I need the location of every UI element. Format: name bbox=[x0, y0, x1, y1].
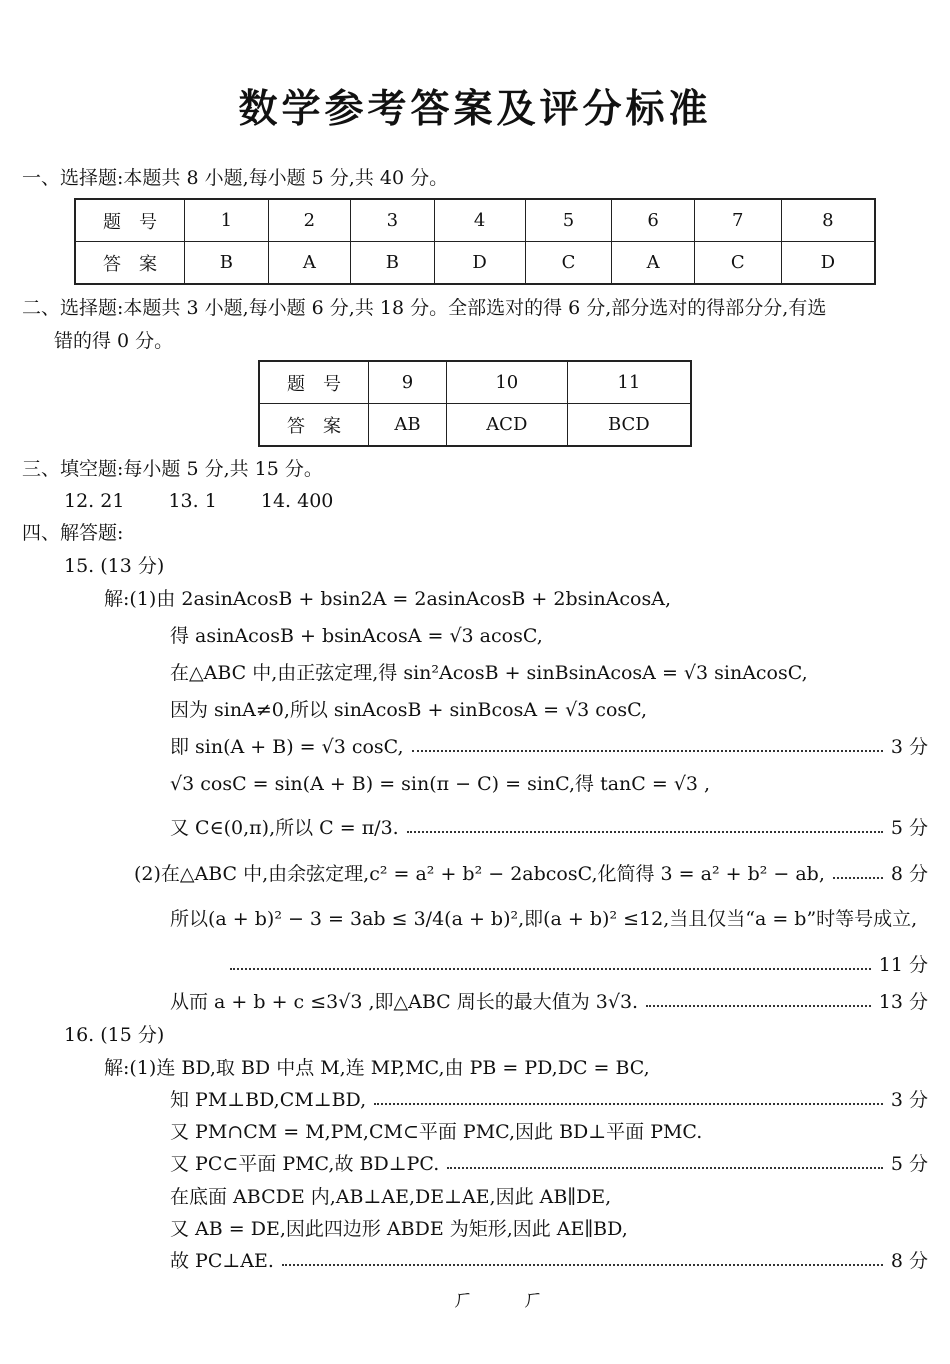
score-label: 13 分 bbox=[878, 991, 928, 1013]
q15-score-row bbox=[222, 952, 928, 978]
table-cell: 4 bbox=[434, 199, 525, 242]
footer-mark: ㄏ bbox=[522, 1287, 545, 1312]
score-label: 3 分 bbox=[890, 736, 928, 758]
table-cell: 9 bbox=[369, 361, 447, 404]
q15-line: (2)在△ABC 中,由余弦定理,c² = a² + b² − 2abcosC,化简得 3 = a² + b² − ab, bbox=[134, 863, 825, 885]
table-cell: 7 bbox=[694, 199, 781, 242]
table-cell: 6 bbox=[612, 199, 694, 242]
score-label: 3 分 bbox=[890, 1089, 928, 1111]
section3-heading: 三、填空题:每小题 5 分,共 15 分。 bbox=[22, 458, 323, 480]
section1-answer-table bbox=[74, 198, 876, 285]
table-cell: 1 bbox=[185, 199, 269, 242]
leader-dots bbox=[374, 1103, 883, 1105]
score-label: 5 分 bbox=[890, 1153, 928, 1175]
table-cell: A bbox=[268, 242, 350, 285]
q15-score-row bbox=[170, 989, 928, 1015]
section2-heading-line1: 二、选择题:本题共 3 小题,每小题 6 分,共 18 分。全部选对的得 6 分,部分选对的得部分分,有选 bbox=[22, 297, 827, 319]
leader-dots bbox=[833, 877, 883, 879]
leader-dots bbox=[412, 750, 883, 752]
q15-line: 即 sin(A + B) = √3 cosC, bbox=[170, 736, 404, 758]
q15-line: √3 cosC = sin(A + B) = sin(π − C) = sinC,得 tanC = √3 , bbox=[170, 773, 711, 795]
table-label: 答 案 bbox=[75, 242, 185, 285]
table-cell: 2 bbox=[268, 199, 350, 242]
table-cell: AB bbox=[369, 404, 447, 447]
table-cell: 10 bbox=[446, 361, 567, 404]
section2-heading-line2: 错的得 0 分。 bbox=[54, 330, 174, 352]
table-cell: B bbox=[351, 242, 435, 285]
table-cell: 5 bbox=[525, 199, 612, 242]
section2-answer-table bbox=[258, 360, 692, 447]
q15-line: 得 asinAcosB + bsinAcosA = √3 acosC, bbox=[170, 625, 543, 647]
section1-heading: 一、选择题:本题共 8 小题,每小题 5 分,共 40 分。 bbox=[22, 167, 449, 189]
q15-score-row bbox=[170, 734, 928, 760]
table-row bbox=[75, 242, 875, 285]
table-cell: C bbox=[694, 242, 781, 285]
table-cell: D bbox=[434, 242, 525, 285]
leader-dots bbox=[282, 1264, 883, 1266]
fill-in-answers: 12. 21 13. 1 14. 400 bbox=[64, 490, 334, 512]
q15-header: 15. (13 分) bbox=[64, 555, 165, 577]
q15-score-row bbox=[134, 861, 928, 887]
q16-line: 在底面 ABCDE 内,AB⊥AE,DE⊥AE,因此 AB∥DE, bbox=[170, 1186, 612, 1208]
q16-header: 16. (15 分) bbox=[64, 1024, 165, 1046]
page-title: 数学参考答案及评分标准 bbox=[238, 87, 712, 132]
q16-score-row bbox=[170, 1248, 928, 1274]
table-cell: C bbox=[525, 242, 612, 285]
table-row bbox=[259, 361, 691, 404]
table-cell: 3 bbox=[351, 199, 435, 242]
q15-line: 所以(a + b)² − 3 = 3ab ≤ 3/4(a + b)²,即(a + b)² ≤12,当且仅当“a = b”时等号成立, bbox=[170, 908, 918, 930]
q15-score-row bbox=[170, 815, 928, 841]
q16-line: 又 PC⊂平面 PMC,故 BD⊥PC. bbox=[170, 1153, 440, 1175]
table-cell: ACD bbox=[446, 404, 567, 447]
leader-dots bbox=[447, 1167, 883, 1169]
table-cell: 8 bbox=[781, 199, 875, 242]
score-label: 8 分 bbox=[890, 863, 928, 885]
table-row bbox=[259, 404, 691, 447]
table-label: 题 号 bbox=[75, 199, 185, 242]
q16-line: 解:(1)连 BD,取 BD 中点 M,连 MP,MC,由 PB = PD,DC = BC, bbox=[104, 1057, 650, 1079]
q16-line: 又 PM∩CM = M,PM,CM⊂平面 PMC,因此 BD⊥平面 PMC. bbox=[170, 1121, 703, 1143]
q16-line: 故 PC⊥AE. bbox=[170, 1250, 274, 1272]
leader-dots bbox=[230, 968, 871, 970]
score-label: 8 分 bbox=[890, 1250, 928, 1272]
q16-score-row bbox=[170, 1151, 928, 1177]
table-label: 题 号 bbox=[259, 361, 369, 404]
score-label: 5 分 bbox=[890, 817, 928, 839]
table-cell: 11 bbox=[567, 361, 691, 404]
q16-line: 又 AB = DE,因此四边形 ABDE 为矩形,因此 AE∥BD, bbox=[170, 1218, 628, 1240]
q16-line: 知 PM⊥BD,CM⊥BD, bbox=[170, 1089, 367, 1111]
leader-dots bbox=[407, 831, 883, 833]
q15-line: 从而 a + b + c ≤3√3 ,即△ABC 周长的最大值为 3√3. bbox=[170, 991, 639, 1013]
table-label: 答 案 bbox=[259, 404, 369, 447]
q15-line: 又 C∈(0,π),所以 C = π/3. bbox=[170, 817, 399, 839]
q15-line: 因为 sinA≠0,所以 sinAcosB + sinBcosA = √3 cosC, bbox=[170, 699, 648, 721]
q15-line: 解:(1)由 2asinAcosB + bsin2A = 2asinAcosB + 2bsinAcosA, bbox=[104, 588, 672, 610]
table-cell: D bbox=[781, 242, 875, 285]
footer-mark: ㄏ bbox=[452, 1287, 475, 1312]
table-row bbox=[75, 199, 875, 242]
table-cell: BCD bbox=[567, 404, 691, 447]
score-label: 11 分 bbox=[878, 954, 928, 976]
q15-line: 在△ABC 中,由正弦定理,得 sin²AcosB + sinBsinAcosA = √3 sinAcosC, bbox=[170, 662, 808, 684]
section4-heading: 四、解答题: bbox=[22, 522, 124, 544]
leader-dots bbox=[646, 1005, 871, 1007]
q16-score-row bbox=[170, 1087, 928, 1113]
table-cell: B bbox=[185, 242, 269, 285]
table-cell: A bbox=[612, 242, 694, 285]
